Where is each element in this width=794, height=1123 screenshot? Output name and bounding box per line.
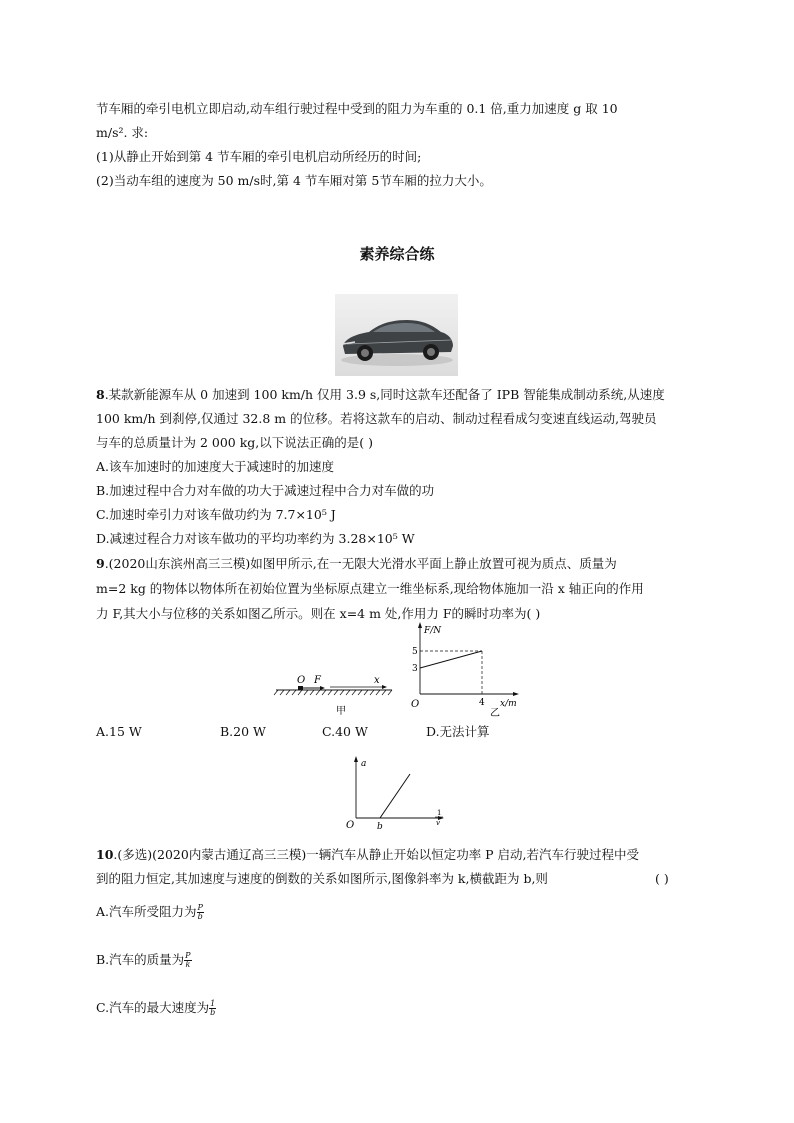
fraction-p-over-k: $\frac{P}{k}$: [185, 951, 191, 969]
q8-line-2: 100 km/h 到刹停,仅通过 32.8 m 的位移。若将这款车的启动、制动过程看成匀变速直线运动,驾驶员: [96, 411, 657, 426]
section-title: 素养综合练: [359, 245, 435, 263]
q9-option-b: B.20 W: [220, 724, 266, 739]
intro-line-2: m/s². 求:: [96, 125, 149, 140]
q9-option-a: A.15 W: [96, 724, 142, 739]
q8-line-3: 与车的总质量计为 2 000 kg,以下说法正确的是( ): [96, 435, 374, 450]
q9-figure-yi: [405, 620, 535, 720]
ground-hatch: [274, 690, 392, 695]
q9-line-1: 9.(2020山东滨州高三三模)如图甲所示,在一无限大光滑水平面上静止放置可视为质点、质量为: [96, 556, 617, 571]
intro-sub-question-1: (1)从静止开始到第 4 节车厢的牵引电机启动所经历的时间;: [96, 149, 422, 164]
force-label: F: [314, 675, 321, 686]
q10-number: 10: [96, 847, 114, 862]
q9-line-2: m=2 kg 的物体以物体所在初始位置为坐标原点建立一维坐标系,现给物体施加一沿 x 轴正向的作用: [96, 581, 644, 596]
caption-jia: 甲: [336, 706, 346, 717]
q10-option-b: B.汽车的质量为 $\frac{P}{k}$: [96, 951, 191, 969]
q10-answer-bracket: ( ): [655, 871, 669, 886]
q9-line-3: 力 F,其大小与位移的关系如图乙所示。则在 x=4 m 处,作用力 F的瞬时功率为( ): [96, 606, 541, 621]
car-photo: [335, 294, 458, 376]
car-illustration: [335, 294, 458, 376]
fraction-p-over-b: $\frac{P}{b}$: [197, 903, 203, 921]
origin-label: O: [411, 699, 420, 710]
origin-label: O: [297, 675, 306, 686]
axis-x-label: x: [374, 675, 380, 686]
q8-option-a: A.该车加速时的加速度大于减速时的加速度: [96, 459, 335, 474]
q8-option-b: B.加速过程中合力对车做的功大于减速过程中合力对车做的功: [96, 483, 435, 498]
object-block: [298, 686, 303, 690]
intro-line-1: 节车厢的牵引电机立即启动,动车组行驶过程中受到的阻力为车重的 0.1 倍,重力加速度 g 取 10: [96, 101, 618, 116]
x-axis-label-den: v: [436, 819, 440, 827]
caption-yi: 乙: [490, 708, 500, 719]
q8-option-c: C.加速时牵引力对该车做功约为 7.7×10⁵ J: [96, 507, 336, 522]
x-intercept-label: b: [377, 822, 383, 832]
origin-label: O: [346, 820, 355, 831]
q9-figure-jia: [270, 670, 400, 720]
q9-option-c: C.40 W: [322, 724, 368, 739]
q10-line-2: 到的阻力恒定,其加速度与速度的倒数的关系如图所示,图像斜率为 k,横截距为 b,则: [96, 871, 548, 886]
q8-line-1: 8.某款新能源车从 0 加速到 100 km/h 仅用 3.9 s,同时这款车还配备了 IPB 智能集成制动系统,从速度: [96, 387, 665, 402]
q10-option-c: C.汽车的最大速度为 $\frac{1}{b}$: [96, 999, 216, 1017]
q9-option-d: D.无法计算: [426, 724, 490, 739]
a-vs-inv-v-line: [380, 774, 410, 818]
intro-sub-question-2: (2)当动车组的速度为 50 m/s时,第 4 节车厢对第 5节车厢的拉力大小。: [96, 173, 492, 188]
q10-figure: [340, 752, 460, 834]
x-tick-4: 4: [479, 698, 485, 708]
q8-option-d: D.减速过程合力对该车做功的平均功率约为 3.28×10⁵ W: [96, 531, 415, 546]
y-tick-3: 3: [412, 664, 418, 674]
q9-number: 9: [96, 556, 105, 571]
y-axis-label: a: [361, 759, 367, 769]
force-line: [420, 651, 482, 668]
y-axis-label: F/N: [424, 626, 442, 636]
y-tick-5: 5: [412, 647, 418, 657]
q10-option-a: A.汽车所受阻力为 $\frac{P}{b}$: [96, 903, 203, 921]
x-axis-label: x/m: [500, 699, 517, 709]
q8-number: 8: [96, 387, 105, 402]
fraction-1-over-b: $\frac{1}{b}$: [210, 999, 216, 1017]
q10-line-1: 10.(多选)(2020内蒙古通辽高三三模)一辆汽车从静止开始以恒定功率 P 启动,若汽车行驶过程中受: [96, 847, 640, 862]
x-axis-label-num: 1: [437, 809, 442, 817]
